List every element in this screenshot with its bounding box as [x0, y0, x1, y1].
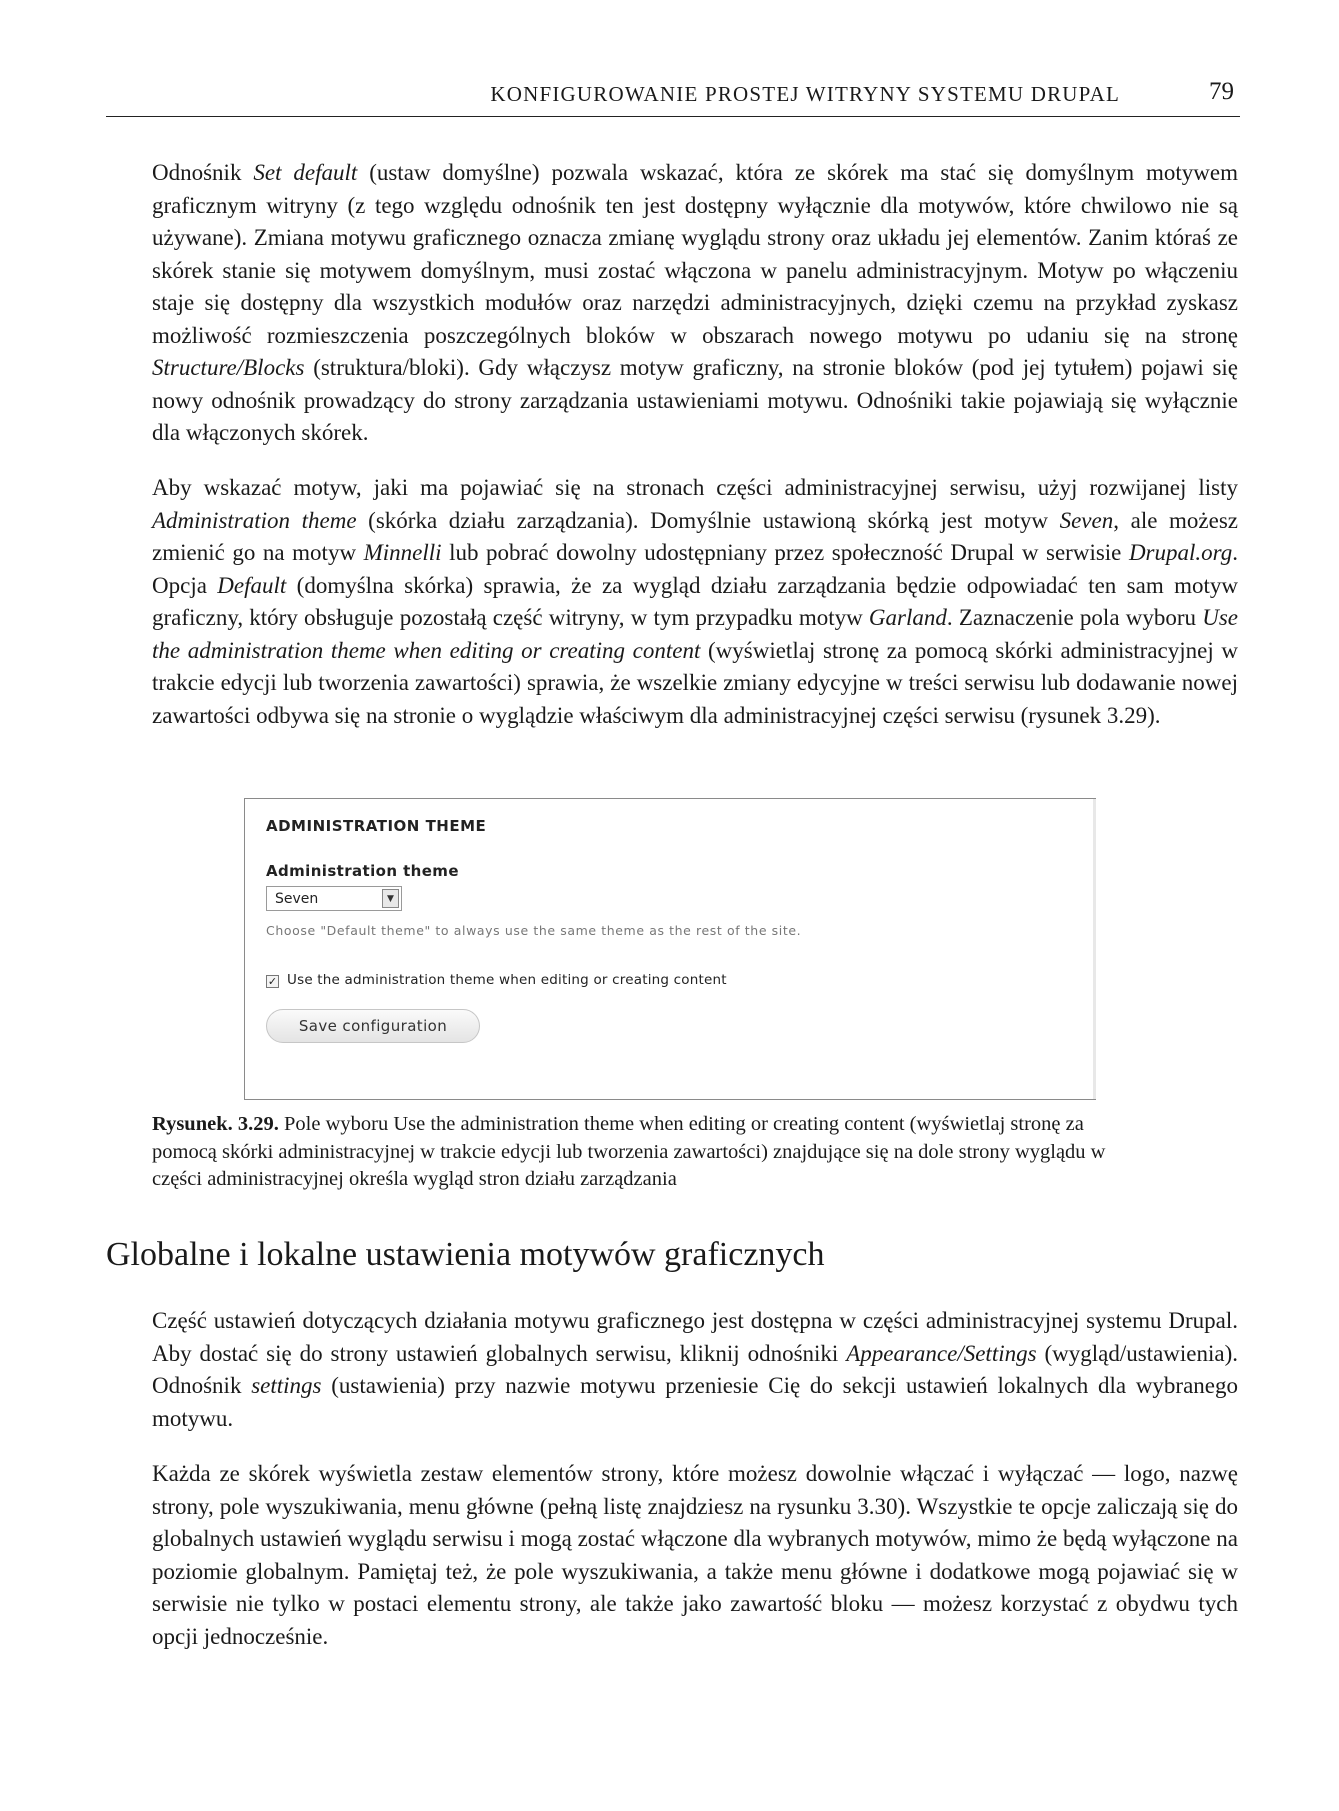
paragraph-global-settings — [152, 1305, 1238, 1435]
italic-term: Drupal.org — [1128, 540, 1233, 565]
text-run: (ustaw domyślne) pozwala wskazać, która ze skórek ma stać się domyślnym motywem graficznym witryny (z tego względu odnośnik ten jest dostępny wyłącznie dla motywów, które chwilowo nie są używane). Zmiana motywu graficznego oznacza zmianę wyglądu strony oraz układu jej elementów. Zanim któraś ze skórek stanie się motywem domyślnym, musi zostać włączona w panelu administracyjnym. Motyw po włączeniu staje się dostępny dla wszystkich modułów oraz narzędzi administracyjnych, dzięki czemu na przykład zyskasz możliwość rozmieszczenia poszczególnych bloków w obszarach nowego motywu po udaniu się na stronę — [152, 160, 1238, 348]
frame-shadow — [1093, 799, 1096, 1099]
italic-term: Seven — [1059, 507, 1114, 533]
italic-term: Minnelli — [363, 540, 442, 565]
italic-term: settings — [251, 1373, 322, 1398]
text-run: Każda ze skórek wyświetla zestaw elementów strony, które możesz dowolnie włączać i wyłączać — logo, nazwę strony, pole wyszukiwania, menu główne (pełną listę znajdziesz na rysunku 3.30). Wszystkie te opcje zaliczają się do globalnych ustawień wyglądu serwisu i mogą zostać włączone dla wybranych motywów, mimo że będą wyłączone na poziomie globalnym. Pamiętaj też, że pole wyszukiwania, a także menu główne i dodatkowe mogą pojawiać się w serwisie nie tylko w postaci elementu strony, ale także jako zawartość bloku — możesz korzystać z obydwu tych opcji jednocześnie. — [152, 1461, 1238, 1649]
running-title: KONFIGUROWANIE PROSTEJ WITRYNY SYSTEMU DRUPAL — [490, 82, 1120, 106]
chevron-down-icon[interactable]: ▼ — [382, 889, 399, 908]
text-run: (wygląd/ustawienia). Odnośnik — [152, 1340, 1238, 1398]
select-value: Seven — [275, 891, 319, 907]
text-run: . Opcja — [152, 540, 1238, 598]
admin-theme-select[interactable] — [266, 886, 402, 911]
text-run: Aby wskazać motyw, jaki ma pojawiać się na stronach części administracyjnej serwisu, użyj rozwijanej listy — [152, 475, 1238, 500]
admin-theme-label: Administration theme — [266, 862, 459, 880]
text-run: (skórka działu zarządzania). Domyślnie ustawioną skórką jest motyw — [356, 507, 1060, 533]
figure-caption — [152, 1111, 1152, 1194]
text-run: Część ustawień dotyczących działania motywu graficznego jest dostępna w części administracyjnej systemu Drupal. Aby dostać się do strony ustawień globalnych serwisu, kliknij odnośniki — [152, 1308, 1238, 1366]
field-description: Choose "Default theme" to always use the same theme as the rest of the site. — [266, 923, 802, 938]
text-run: (domyślna skórka) sprawia, że za wygląd działu zarządzania będzie odpowiadać ten sam motyw graficzny, który obsługuje pozostałą część witryny, w tym przypadku motyw — [152, 572, 1238, 630]
text-run: (ustawienia) przy nazwie motywu przeniesie Cię do sekcji ustawień lokalnych dla wybranego motywu. — [152, 1373, 1239, 1431]
text-run: Odnośnik — [152, 160, 254, 185]
use-admin-theme-checkbox[interactable]: ✓ — [267, 975, 278, 988]
paragraph-page-elements — [152, 1458, 1238, 1653]
text-run: (wyświetlaj stronę za pomocą skórki administracyjnej w trakcie edycji lub tworzenia zawartości) sprawia, że wszelkie zmiany edycyjne w treści serwisu lub dodawanie nowej zawartości odbywa się na stronie o wyglądzie właściwym dla administracyjnej części serwisu (rysunek 3.29). — [152, 637, 1238, 728]
italic-term: Structure/Blocks — [152, 355, 305, 380]
running-header — [106, 80, 1240, 117]
italic-term: Default — [217, 572, 287, 598]
figure-admin-theme-screenshot — [244, 798, 1096, 1100]
italic-term: Garland — [868, 605, 947, 630]
section-heading: Globalne i lokalne ustawienia motywów graficznych — [106, 1236, 825, 1273]
text-run: (struktura/bloki). Gdy włączysz motyw graficzny, na stronie bloków (pod jej tytułem) pojawi się nowy odnośnik prowadzący do strony zarządzania ustawieniami motywu. Odnośniki takie pojawiają się wyłącznie dla włączonych skórek. — [152, 355, 1238, 445]
caption-prefix: Rysunek. 3.29. — [152, 1113, 279, 1135]
fieldset-legend: ADMINISTRATION THEME — [266, 817, 487, 835]
caption-text: Pole wyboru Use the administration theme when editing or creating content (wyświetlaj stronę za pomocą skórki administracyjnej w trakcie edycji lub tworzenia zawartości) znajdujące się na dole strony wyglądu w części administracyjnej określa wygląd stron działu zarządzania — [152, 1113, 1106, 1190]
text-run: , ale możesz zmienić go na motyw — [152, 507, 1238, 565]
save-configuration-button[interactable]: Save configuration — [266, 1009, 480, 1043]
paragraph-set-default — [152, 157, 1238, 450]
checkbox-label[interactable]: Use the administration theme when editing or creating content — [287, 972, 727, 988]
italic-term: Set default — [253, 160, 358, 185]
italic-term: Use the administration theme when editing or creating content — [152, 605, 1238, 663]
italic-term: Administration theme — [152, 507, 357, 533]
text-run: . Zaznaczenie pola wyboru — [946, 605, 1203, 630]
text-run: lub pobrać dowolny udostępniany przez społeczność Drupal w serwisie — [441, 540, 1129, 565]
paragraph-admin-theme — [152, 472, 1238, 732]
page-number: 79 — [1209, 78, 1234, 105]
italic-term: Appearance/Settings — [846, 1340, 1037, 1366]
